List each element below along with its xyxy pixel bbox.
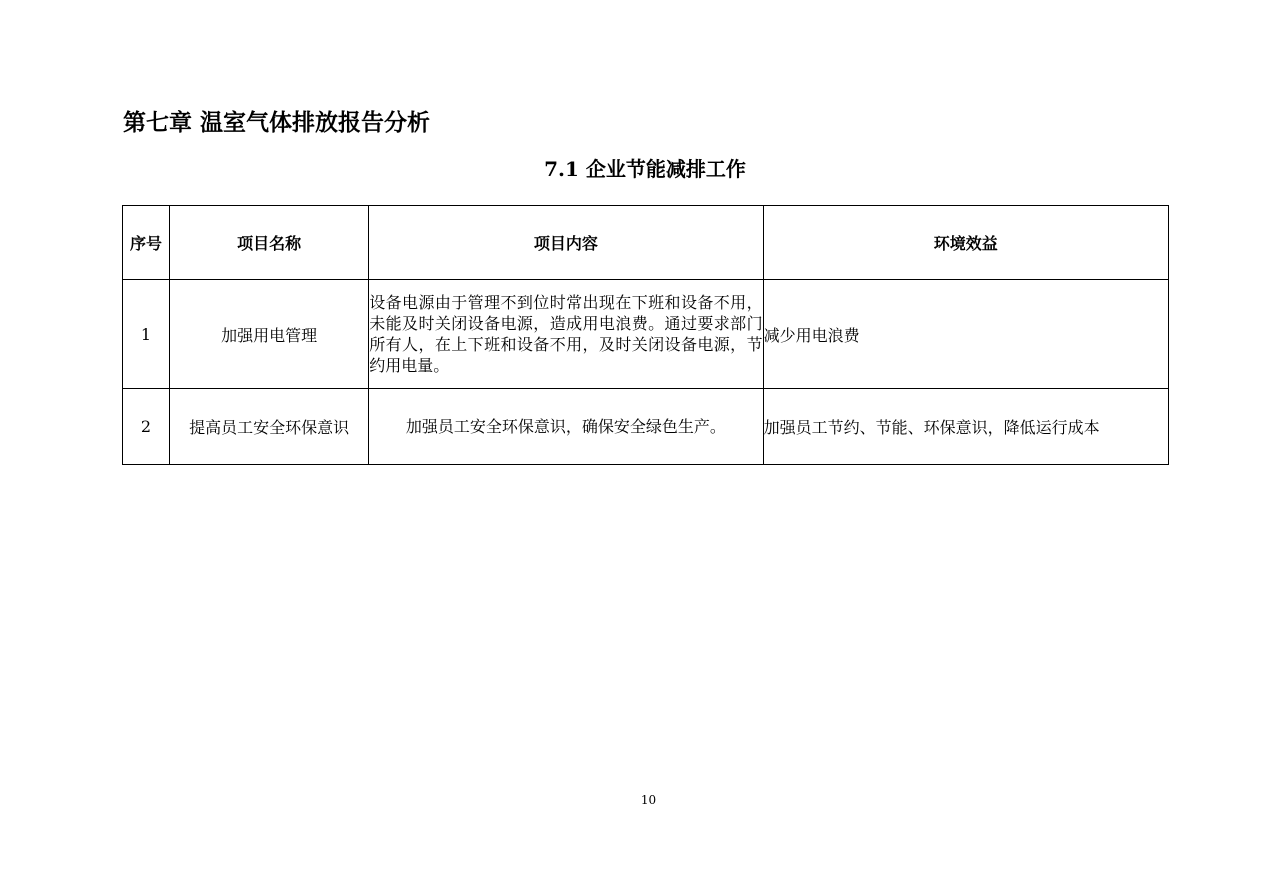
chapter-title: 第七章 温室气体排放报告分析	[123, 109, 431, 136]
row-content: 加强员工安全环保意识，确保安全绿色生产。	[369, 389, 763, 465]
row-benefit: 减少用电浪费	[763, 280, 1168, 389]
row-benefit: 加强员工节约、节能、环保意识，降低运行成本	[763, 389, 1168, 465]
header-name: 项目名称	[170, 206, 369, 280]
header-content: 项目内容	[369, 206, 763, 280]
header-no: 序号	[123, 206, 170, 280]
row-name: 加强用电管理	[170, 280, 369, 389]
table-row	[123, 280, 1169, 389]
row-name: 提高员工安全环保意识	[170, 389, 369, 465]
section-title: 7.1 企业节能减排工作	[544, 157, 746, 181]
row-no: 1	[123, 280, 170, 389]
table-header-row	[123, 206, 1169, 280]
header-benefit: 环境效益	[763, 206, 1168, 280]
table-row	[123, 389, 1169, 465]
row-content: 设备电源由于管理不到位时常出现在下班和设备不用，未能及时关闭设备电源，造成用电浪费。通过要求部门所有人，在上下班和设备不用，及时关闭设备电源，节约用电量。	[369, 280, 763, 389]
row-no: 2	[123, 389, 170, 465]
energy-saving-table	[122, 205, 1169, 465]
page-number: 10	[640, 793, 657, 807]
